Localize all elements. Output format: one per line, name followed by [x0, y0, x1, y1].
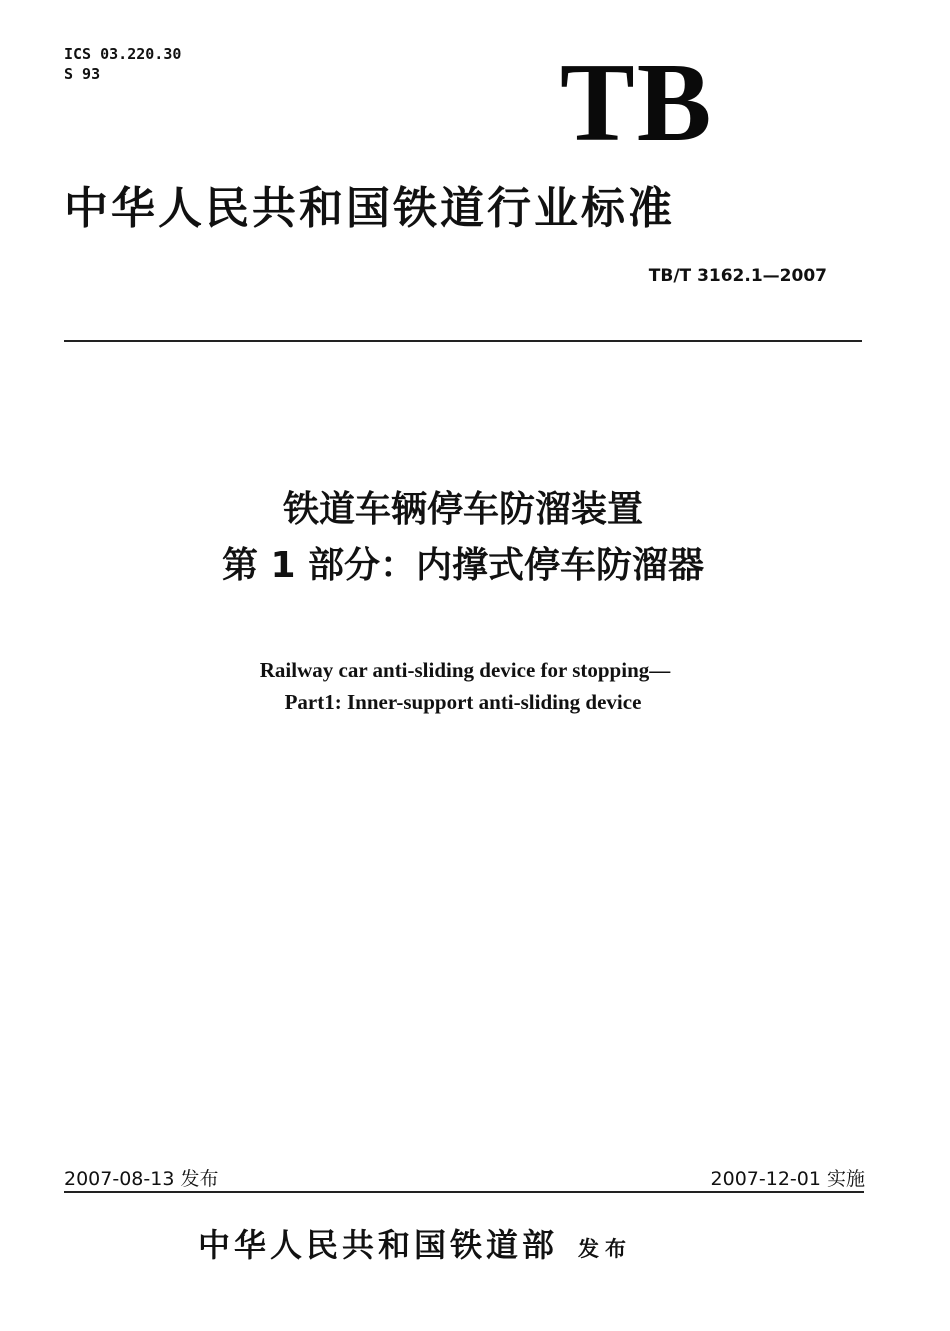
category-code: S 93 [64, 65, 101, 83]
title-cn-line2: 第 1 部分：内撑式停车防溜器 [221, 545, 705, 586]
publisher-line [198, 1220, 632, 1266]
publish-action: 发布 [578, 1237, 633, 1261]
tb-logo: TB [560, 41, 714, 165]
issuing-title: 中华人民共和国铁道行业标准 [64, 183, 675, 234]
header-divider [64, 340, 862, 342]
title-cn-line1: 铁道车辆停车防溜装置 [282, 489, 643, 530]
ics-code: ICS 03.220.30 [64, 45, 182, 63]
publisher-name: 中华人民共和国铁道部 [198, 1226, 559, 1264]
title-en-line1: Railway car anti-sliding device for stopping— [259, 658, 671, 682]
footer-divider [64, 1191, 864, 1193]
classification-block [64, 44, 181, 84]
standard-number: TB/T 3162.1—2007 [648, 266, 827, 286]
implement-date: 2007-12-01 实施 [710, 1168, 865, 1190]
issue-date: 2007-08-13 发布 [64, 1168, 219, 1190]
title-en-line2: Part1: Inner-support anti-sliding device [284, 690, 642, 714]
